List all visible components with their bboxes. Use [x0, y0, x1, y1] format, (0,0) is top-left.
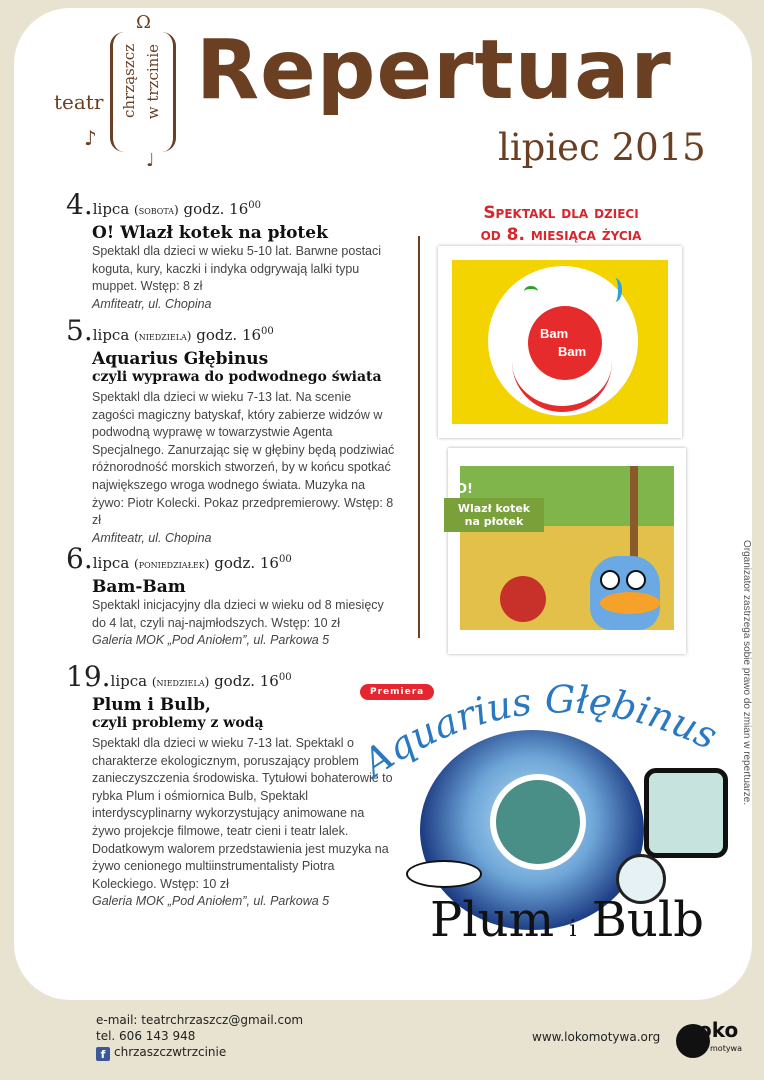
event-location: Galeria MOK „Pod Aniołem”, ul. Parkowa 5 [92, 894, 330, 909]
event-subtitle: czyli wyprawa do podwodnego świata [92, 369, 382, 385]
music-note-icon: ♪ [84, 126, 97, 150]
lokomotywa-logo: oko motywa [674, 1002, 740, 1068]
event-3 [66, 542, 396, 649]
event-location: Amfiteatr, ul. Chopina [92, 296, 212, 311]
event-subtitle: czyli problemy z wodą [92, 715, 264, 731]
event-title: Plum i Bulb, [92, 695, 211, 715]
event-description: Spektakl dla dzieci w wieku 7-13 lat. Spektakl o charakterze ekologicznym, poruszający problem zanieczyszczenia środowiska. Tytułowi bohaterowie to rybka Plum i ośmiornica Bulb, Spektakl interdyscyplinarny wykorzystujący animowane na żywo projekcje filmowe, teatr cieni i teatr lalek. Dodatkowym walorem przedstawienia jest muzyka na żywo cenionego multiinstrumentalisty Piotra Koleckiego. Wstęp: 10 zł [92, 736, 393, 891]
event-date: 4.lipca (sobota) godz. $16^{00}$ [66, 188, 261, 221]
column-divider [418, 236, 420, 638]
clown-nose: Bam Bam [528, 306, 602, 380]
event-date: 6.lipca (poniedziałek) godz. $16^{00}$ [66, 542, 292, 575]
event-date: 19.lipca (niedziela) godz. $16^{00}$ [66, 660, 292, 693]
promo-text: Spektakl dla dzieci od 8. miesiąca życia [480, 203, 642, 245]
page-title: Repertuar [196, 23, 672, 118]
event-4 [66, 660, 396, 910]
logo-line1: chrząszcz [120, 44, 138, 118]
footer-facebook[interactable]: f chrzaszczwtrzcinie [96, 1044, 303, 1061]
event-title: Aquarius Głębinus [92, 349, 269, 369]
event-title: O! Wlazł kotek na płotek [92, 223, 328, 243]
wlazl-kotek-photo [448, 448, 686, 654]
event-date: 5.lipca (niedziela) godz. $16^{00}$ [66, 314, 274, 347]
page-subtitle: lipiec 2015 [498, 126, 706, 169]
event-location: Amfiteatr, ul. Chopina [92, 530, 212, 545]
fish-icon [406, 860, 482, 888]
logo-teatr-text: teatr [54, 90, 104, 114]
plum-bulb-title: Plum i Bulb [430, 892, 704, 948]
premiere-badge: Premiera [360, 684, 434, 700]
facebook-icon: f [96, 1047, 110, 1061]
bam-bam-photo [438, 246, 682, 438]
aquarius-title-text: Aquarius Głębinus [354, 677, 725, 786]
event-description: Spektakl dla dzieci w wieku 7-13 lat. Na scenie zagości magiczny batyskaf, który zabierze widzów w podwodną wyprawę w towarzystwie Agenta Specjalnego. Zanurzając się w głębiny będą podziwiać różnorodność morskich stworzeń, by w końcu spotkać największego wroga wodnego świata. Muzyka na żywo: Piotr Kolecki. Pokaz przedpremierowy. Wstęp: 8 zł [92, 390, 395, 528]
footer-phone[interactable]: tel. 606 143 948 [96, 1029, 196, 1043]
logo-line2: w trzcinie [144, 44, 162, 120]
footer-email[interactable]: e-mail: teatrchrzaszcz@gmail.com [96, 1013, 304, 1027]
event-1 [66, 188, 396, 313]
event-description: Spektakl inicjacyjny dla dzieci w wieku od 8 miesięcy do 4 lat, czyli naj-najmłodszych. Wstęp: 10 zł [92, 598, 384, 630]
play-label: Wlazł kotek na płotek [444, 498, 544, 532]
event-description: Spektakl dla dzieci w wieku 5-10 lat. Barwne postaci koguta, kury, kaczki i indyka odgrywają lalki typu muppet. Wstęp: 8 zł [92, 244, 382, 294]
event-2 [66, 314, 396, 547]
rooster-puppet-image [500, 576, 546, 622]
disclaimer-note: Organizator zastrzega sobie prawo do zmian w repertuarze. [741, 540, 752, 806]
footer-contact [96, 1012, 303, 1061]
event-location: Galeria MOK „Pod Aniołem”, ul. Parkowa 5 [92, 633, 330, 648]
music-note-icon-2: ♩ [146, 150, 155, 171]
footer-website-link[interactable]: www.lokomotywa.org [532, 1030, 661, 1044]
event-title: Bam-Bam [92, 577, 186, 597]
play-label-o: O! [456, 482, 473, 497]
logo-omega-icon: Ω [136, 12, 151, 33]
submarine-porthole [490, 774, 586, 870]
